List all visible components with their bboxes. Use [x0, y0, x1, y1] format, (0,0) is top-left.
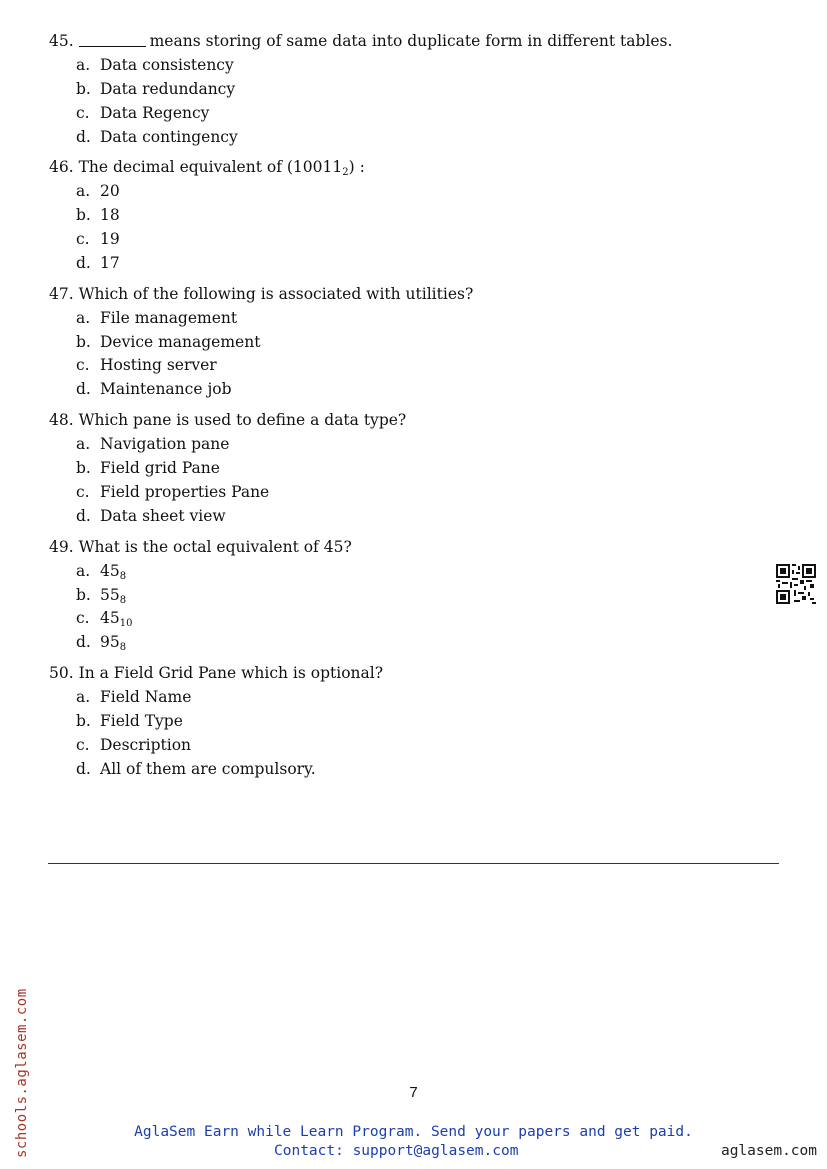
option-50-d	[76, 760, 316, 779]
option-46-b	[76, 206, 120, 225]
option-text: 19	[100, 230, 120, 248]
option-45-d	[76, 128, 238, 147]
option-50-a	[76, 688, 191, 707]
qr-code-icon	[776, 564, 816, 604]
option-50-c	[76, 736, 191, 755]
question-text: Which pane is used to define a data type?	[78, 411, 407, 429]
option-text: Field Type	[100, 712, 183, 730]
option-text: 20	[100, 182, 120, 200]
option-45-c	[76, 104, 209, 123]
option-number: 95	[100, 633, 120, 651]
base-subscript: 8	[119, 595, 127, 606]
option-text: Data contingency	[100, 128, 238, 146]
option-number: 45	[100, 562, 120, 580]
question-number: 50.	[49, 664, 74, 682]
option-letter: d.	[76, 507, 91, 525]
base-subscript: 8	[119, 571, 127, 582]
option-letter: a.	[76, 688, 91, 706]
option-49-a	[76, 562, 126, 581]
option-text: Field grid Pane	[100, 459, 220, 477]
question-number: 47.	[49, 285, 74, 303]
option-46-c	[76, 230, 120, 249]
option-45-b	[76, 80, 235, 99]
option-48-a	[76, 435, 229, 454]
option-49-d	[76, 633, 126, 652]
question-number: 45.	[49, 32, 74, 50]
option-45-a	[76, 56, 234, 75]
option-letter: c.	[76, 104, 90, 122]
page-divider	[48, 863, 779, 864]
footer-site-link[interactable]: aglasem.com	[720, 1143, 817, 1159]
option-letter: d.	[76, 380, 91, 398]
question-text: What is the octal equivalent of 45?	[78, 538, 352, 556]
option-letter: a.	[76, 56, 91, 74]
question-48	[49, 411, 406, 430]
option-text: Maintenance job	[100, 380, 232, 398]
question-number: 48.	[49, 411, 74, 429]
option-50-b	[76, 712, 183, 731]
option-letter: b.	[76, 333, 91, 351]
option-text: 18	[100, 206, 120, 224]
base-subscript: 10	[119, 618, 133, 629]
option-letter: b.	[76, 586, 91, 604]
fill-blank	[79, 46, 146, 47]
option-letter: b.	[76, 712, 91, 730]
option-letter: b.	[76, 80, 91, 98]
question-number: 46.	[49, 158, 74, 176]
option-letter: b.	[76, 459, 91, 477]
question-45	[49, 32, 672, 51]
option-letter: c.	[76, 483, 90, 501]
option-letter: d.	[76, 760, 91, 778]
option-number: 45	[100, 609, 120, 627]
option-letter: c.	[76, 736, 90, 754]
option-letter: b.	[76, 206, 91, 224]
option-46-d	[76, 254, 120, 273]
option-text: 17	[100, 254, 120, 272]
option-number: 55	[100, 586, 120, 604]
option-letter: c.	[76, 609, 90, 627]
option-letter: a.	[76, 182, 91, 200]
option-text: Navigation pane	[100, 435, 230, 453]
side-watermark-text: schools.aglasem.com	[14, 988, 30, 1158]
option-47-a	[76, 309, 237, 328]
base-subscript: 8	[119, 642, 127, 653]
option-letter: c.	[76, 356, 90, 374]
option-letter: c.	[76, 230, 90, 248]
page-number: 7	[409, 1084, 418, 1101]
question-text: means storing of same data into duplicate form in different tables.	[149, 32, 673, 50]
footer-promo-text: AglaSem Earn while Learn Program. Send your papers and get paid.	[134, 1124, 693, 1140]
option-letter: a.	[76, 562, 91, 580]
option-48-d	[76, 507, 226, 526]
option-text: Data consistency	[100, 56, 234, 74]
option-46-a	[76, 182, 120, 201]
footer-contact-link[interactable]: Contact: support@aglasem.com	[274, 1143, 519, 1159]
option-text: Device management	[100, 333, 261, 351]
option-letter: a.	[76, 435, 91, 453]
option-text: Field properties Pane	[100, 483, 270, 501]
option-text: File management	[100, 309, 238, 327]
option-text: Data Regency	[100, 104, 210, 122]
option-text: Data sheet view	[100, 507, 226, 525]
option-letter: d.	[76, 128, 91, 146]
option-49-b	[76, 586, 126, 605]
question-text-end: ) :	[348, 158, 365, 176]
question-47	[49, 285, 473, 304]
option-letter: d.	[76, 254, 91, 272]
option-text: Description	[100, 736, 192, 754]
question-text: Which of the following is associated with utilities?	[78, 285, 474, 303]
question-46	[49, 158, 365, 177]
option-47-c	[76, 356, 217, 375]
question-number: 49.	[49, 538, 74, 556]
option-47-b	[76, 333, 260, 352]
question-text-start: The decimal equivalent of (10011	[78, 158, 343, 176]
question-text	[79, 158, 365, 176]
option-letter: d.	[76, 633, 91, 651]
option-48-c	[76, 483, 269, 502]
option-48-b	[76, 459, 220, 478]
option-text: Field Name	[100, 688, 192, 706]
option-text: Hosting server	[100, 356, 217, 374]
option-text: Data redundancy	[100, 80, 236, 98]
option-letter: a.	[76, 309, 91, 327]
option-49-c	[76, 609, 132, 628]
option-47-d	[76, 380, 232, 399]
option-text: All of them are compulsory.	[100, 760, 316, 778]
question-text: In a Field Grid Pane which is optional?	[78, 664, 384, 682]
question-50	[49, 664, 383, 683]
question-49	[49, 538, 352, 557]
base-subscript: 2	[342, 167, 349, 178]
